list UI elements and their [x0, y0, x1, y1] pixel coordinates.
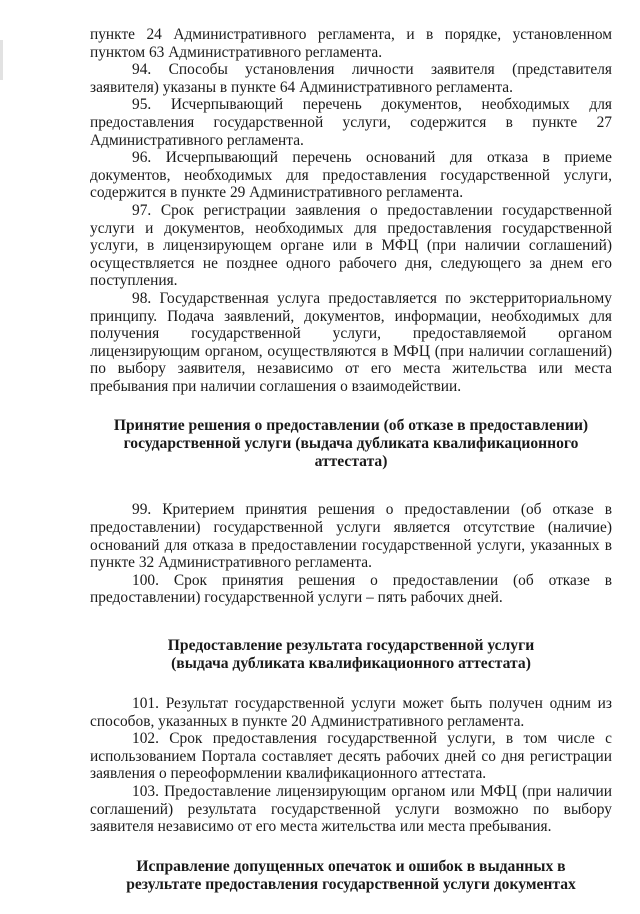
paragraph-99: 99. Критерием принятия решения о предоставлении (об отказе в предоставлении) государственной услуги является отсутствие (наличие) оснований для отказа в предоставлении государственной услуги, указанных в пункте 32 Административного регламента.: [90, 501, 612, 572]
paragraph-95: 95. Исчерпывающий перечень документов, необходимых для предоставления государственной услуги, содержится в пункте 27 Административного регламента.: [90, 96, 612, 149]
paragraph-96: 96. Исчерпывающий перечень оснований для отказа в приеме документов, необходимых для предоставления государственной услуги, содержится в пункте 29 Административного регламента.: [90, 149, 612, 202]
paragraph-102: 102. Срок предоставления государственной услуги, в том числе с использованием Портала составляет десять рабочих дней со дня регистрации заявления о переоформлении квалификационного аттестата.: [90, 730, 612, 783]
section-heading-corrections: Исправление допущенных опечаток и ошибок в выданных в результате предоставления государственной услуги документах: [126, 857, 576, 893]
paragraph-100: 100. Срок принятия решения о предоставлении (об отказе в предоставлении) государственной услуги – пять рабочих дней.: [90, 571, 612, 607]
paragraph-103: 103. Предоставление лицензирующим органом или МФЦ (при наличии соглашений) результата государственной услуги возможно по выбору заявителя независимо от его места жительства или места пребывания.: [90, 783, 612, 836]
scan-edge-mark: [0, 40, 3, 80]
paragraph-98: 98. Государственная услуга предоставляется по экстерриториальному принципу. Подача заявлений, документов, информации, необходимых для получения государственной услуги, предоставляемой органом лицензирующим органом, осуществляются в МФЦ (при наличии соглашений) по выбору заявителя, независимо от его места жительства или места пребывания при наличии соглашения о взаимодействии.: [90, 289, 612, 395]
section-heading-result-line2: (выдача дубликата квалификационного аттестата): [171, 655, 531, 673]
spacer: [90, 836, 612, 858]
paragraph-93-continuation: пункте 24 Административного регламента, и в порядке, установленном пунктом 63 Административного регламента.: [90, 26, 612, 61]
spacer: [90, 471, 612, 501]
paragraph-101: 101. Результат государственной услуги может быть получен одним из способов, указанных в пункте 20 Административного регламента.: [90, 695, 612, 730]
spacer: [90, 673, 612, 695]
paragraph-97: 97. Срок регистрации заявления о предоставлении государственной услуги и документов, необходимых для предоставления государственной услуги, в лицензирующем органе или в МФЦ (при наличии соглашений) осуществляется не позднее одного рабочего дня, следующего за днем его поступления.: [90, 201, 612, 290]
paragraph-94: 94. Способы установления личности заявителя (представителя заявителя) указаны в пункте 64 Административного регламента.: [90, 61, 612, 96]
spacer: [90, 395, 612, 417]
section-heading-decision: Принятие решения о предоставлении (об отказе в предоставлении) государственной услуги (выдача дубликата квалификационного аттестата): [113, 417, 589, 471]
section-heading-result-line1: Предоставление результата государственной услуги: [167, 637, 535, 655]
document-page: [90, 26, 612, 894]
spacer: [90, 607, 612, 637]
